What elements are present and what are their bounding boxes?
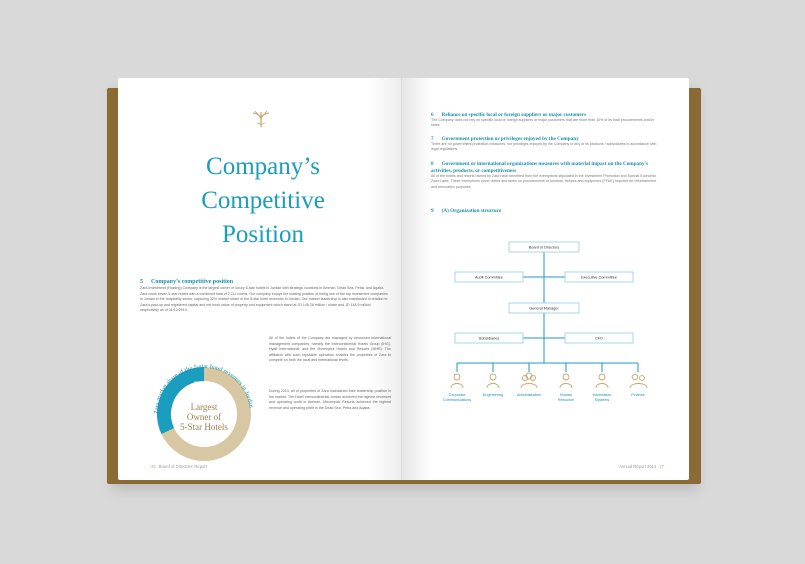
section-6-heading: 6 Reliance on specific local or foreign suppliers or major customers xyxy=(431,112,587,118)
svg-text:Executive Committee: Executive Committee xyxy=(581,275,617,280)
section-7-text: There are no government protection measures, nor privileges enjoyed by the Company or any of its products / subsidiaries in accordance with legal regulations. xyxy=(431,142,657,152)
section-7-heading: 7 Government protection or privileges enjoyed by the Company xyxy=(431,136,579,142)
left-footer: 26 Board of Directors' Report xyxy=(151,464,207,469)
org-box-cfo xyxy=(565,333,633,343)
dept-label-corporate-2: Communications xyxy=(442,398,472,402)
dept-label-human-1: Human xyxy=(559,393,573,397)
person-icon-engineering xyxy=(487,374,499,388)
svg-text:General Manager: General Manager xyxy=(529,306,559,311)
section-8-heading: 8 Government or international organizations measures with material impact on the Company's xyxy=(431,161,649,167)
dept-label-administration: Administration xyxy=(516,393,542,397)
dept-label-information-2: Systems xyxy=(594,398,610,402)
section-heading: 5 Company’s competitive position xyxy=(140,279,234,285)
donut-center-line-2: Owner of xyxy=(186,412,222,422)
org-box-general-manager xyxy=(509,303,579,313)
section-6-text: The Company does not rely on specific local or foreign suppliers or major customers that are more than 10% of its total procurements and/or sales. xyxy=(431,118,654,128)
org-box-subsidiaries xyxy=(455,333,523,343)
market-share-donut-chart xyxy=(144,340,264,465)
people-icon-administration xyxy=(521,373,537,388)
donut-center-line-3: 5-Star Hotels xyxy=(180,422,228,432)
donut-value-label: 32% xyxy=(194,379,211,389)
person-icon-human-resource xyxy=(560,374,572,388)
svg-text:Audit Committee: Audit Committee xyxy=(474,275,504,280)
svg-text:CFO: CFO xyxy=(594,336,604,341)
svg-text:Subsidiaries: Subsidiaries xyxy=(478,336,500,341)
page-title: Company’s Competitive Position xyxy=(201,153,325,248)
person-icon-information-systems xyxy=(596,374,608,388)
people-icon-finance xyxy=(630,374,647,388)
zara-logo-icon xyxy=(251,110,271,128)
org-box-executive-committee xyxy=(565,272,633,282)
left-page xyxy=(118,78,403,480)
section-9-heading: 9 (A) Organization structure xyxy=(431,208,502,214)
dept-label-engineering: Engineering xyxy=(482,393,504,397)
org-chart xyxy=(403,78,689,480)
svg-text:Board of Directors: Board of Directors xyxy=(528,245,560,250)
donut-arc-label: Zara market share of the 5-star hotel revenues in Jordan xyxy=(152,363,255,415)
dept-label-finance: Finance xyxy=(631,393,645,397)
right-footer: Annual Report 2014 27 xyxy=(619,464,664,469)
management-paragraph: All of the hotels of the Company are managed by renowned international management companies, namely the Intercontinental Hotels Group (IHG), Hyatt International, and the Movenpick Hotels and Resorts (MHR). The affiliation with such reputable operators enables the properties of Zara to compete on both the local and international levels. xyxy=(269,336,391,363)
donut-center-line-1: Largest xyxy=(190,402,218,412)
org-box-board xyxy=(509,242,579,252)
right-page xyxy=(403,78,689,480)
dept-label-corporate-1: Corporate xyxy=(448,393,466,397)
performance-paragraph: During 2014, all of properties of Zara maintained their leadership position in the market. The Hotel Intercontinental Jordan achieved the highest revenues and operating profit in Amman. Mövenpick Resorts achieved the highest revenue and operating profit in the Dead Sea, Petra and Aqaba. xyxy=(269,389,391,410)
dept-label-information-1: Information xyxy=(592,393,612,397)
section-8-heading-cont: activities, products, or competitiveness xyxy=(431,168,517,174)
section-8-text: All of the hotels and resorts owned by Zara have benefited from the exemptions stipulated in the Investment Promotion and Special Economic Zone Laws. These exemptions cover duties and taxes on procurements of furniture, fixtures and equipment (FF&E) required for refurbishment and renovation purposes. xyxy=(431,174,657,189)
person-icon-corporate-communications xyxy=(451,374,463,388)
intro-paragraph: Zara Investment (Holding) Company is the largest owner of luxury 5-star hotels in Jordan with strategic locations in Amman, Dead Sea, Petra, and Aqaba. Zara owns seven 5-star hotels with a combined total of 2,111 rooms. Our company enjoys the leading position of being one of the top investment companies in Jordan in the hospitality sector, capturing 32% market share of the 5-star hotel revenues in Jordan. Our market leadership is also manifested in relation to Zara's paid-up and registered capital and net book value of property and equipment which stand at JD 148.26 million / share and JD 148.9 million respectively as of 31/12/2014. xyxy=(140,286,388,313)
org-box-audit-committee xyxy=(455,272,523,282)
dept-label-human-2: Resource xyxy=(557,398,575,402)
